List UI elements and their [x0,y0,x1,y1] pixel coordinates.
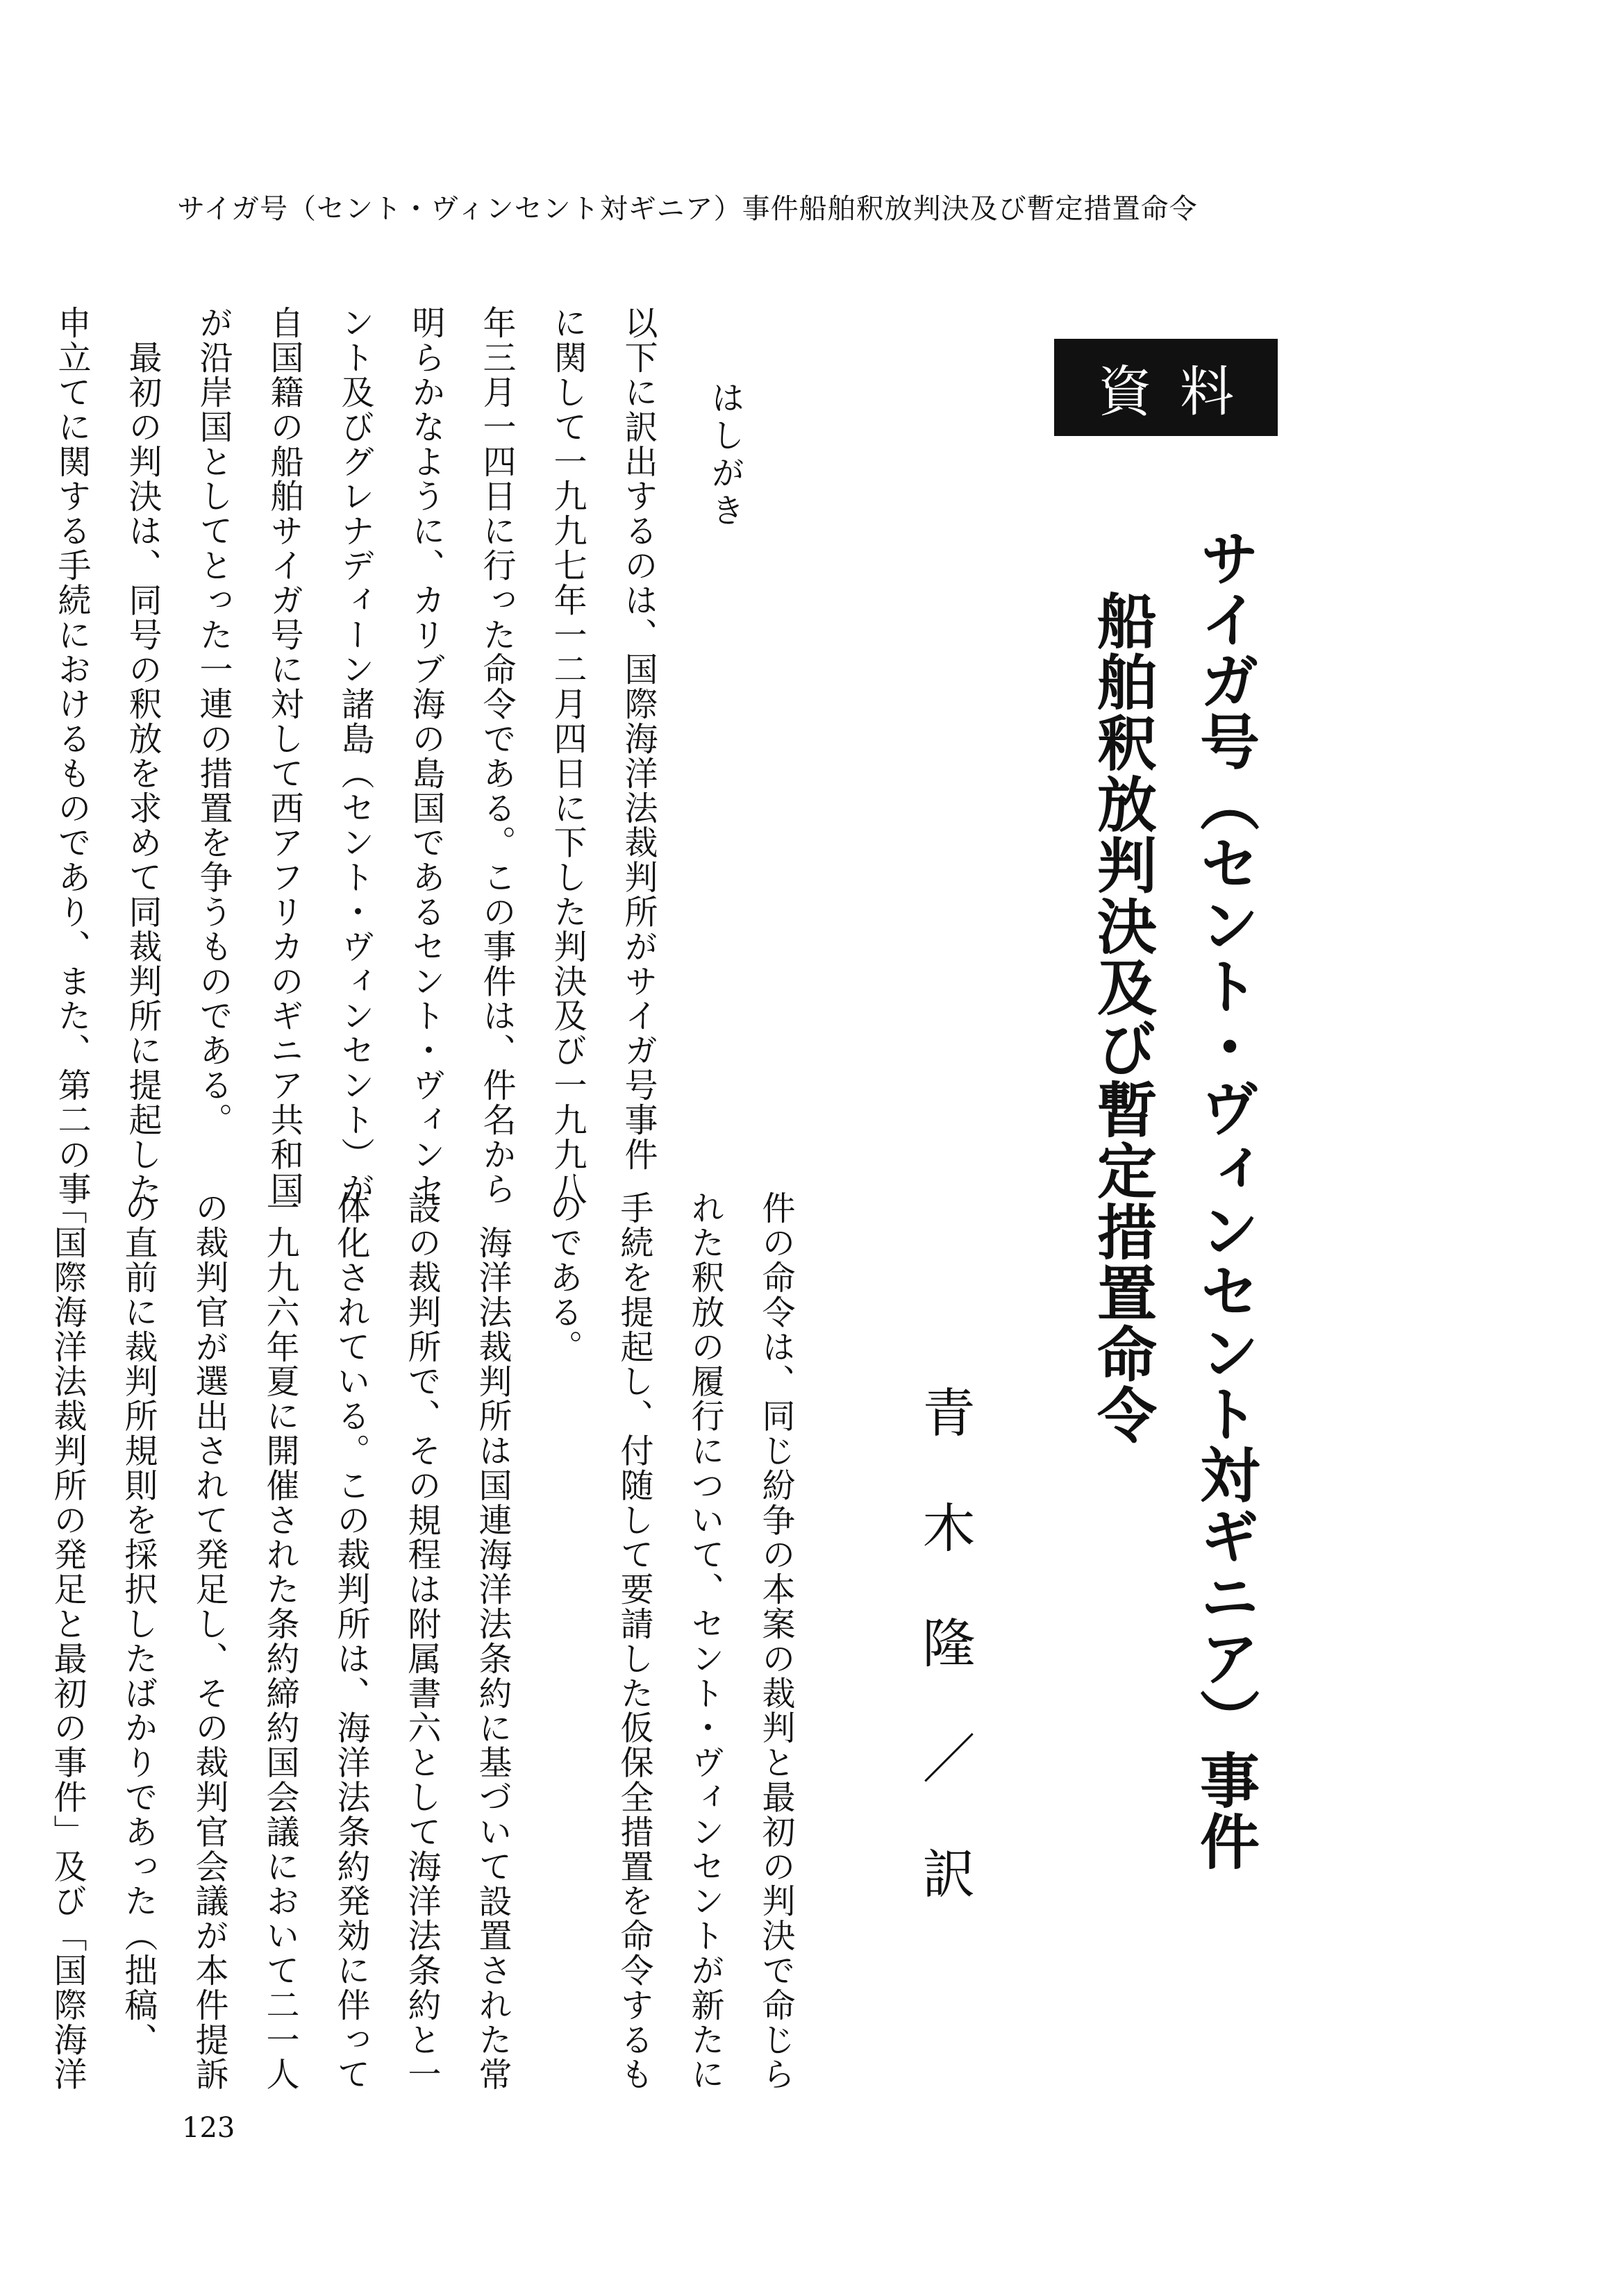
body-column-upper-3: 年三月一四日に行った命令である。この事件は、件名から [477,305,516,1207]
body-column-lower-1: 件の命令は、同じ紛争の本案の裁判と最初の判決で命じら [756,1191,795,2092]
body-column-lower-4: のである。 [544,1191,583,1364]
page-number: 123 [182,2112,235,2144]
body-column-lower-9: の裁判官が選出されて発足し、その裁判官会議が本件提訴 [190,1191,228,2092]
body-column-upper-6: 自国籍の船舶サイガ号に対して西アフリカのギニア共和国 [265,305,303,1207]
body-column-upper-7: が沿岸国としてとった一連の措置を争うものである。 [194,305,233,1137]
body-column-upper-9: 申立てに関する手続におけるものであり、また、第二の事 [52,305,91,1207]
body-column-lower-7: 体化されている。この裁判所は、海洋法条約発効に伴って [331,1191,370,2092]
section-heading: はしがき [706,380,744,530]
body-column-upper-5: ント及びグレナディーン諸島（セント・ヴィンセント）が [335,305,374,1207]
body-column-lower-3: 手続を提起し、付随して要請した仮保全措置を命令するも [615,1191,653,2092]
body-column-upper-2: に関して一九九七年一二月四日に下した判決及び一九九八 [548,305,587,1207]
section-label: 資料 [1054,339,1278,436]
body-column-lower-5: 海洋法裁判所は国連海洋法条約に基づいて設置された常 [473,1225,512,2092]
author-credit: 青木隆／訳 [914,1385,976,1961]
body-column-upper-1: 以下に訳出するのは、国際海洋法裁判所がサイガ号事件 [619,305,658,1172]
body-column-upper-8: 最初の判決は、同号の釈放を求めて同裁判所に提起した [123,340,162,1207]
body-column-lower-2: れた釈放の履行について、セント・ヴィンセントが新たに [685,1191,724,2092]
body-column-lower-8: 一九九六年夏に開催された条約締約国会議において二一人 [260,1191,299,2092]
article-title-line-2: 船舶釈放判決及び暫定措置命令 [1087,590,1156,1446]
body-column-upper-4: 明らかなように、カリブ海の島国であるセント・ヴィンセ [406,305,445,1207]
article-title-line-1: サイガ号（セント・ヴィンセント対ギニア）事件 [1190,528,1259,1872]
body-column-lower-10: の直前に裁判所規則を採択したばかりであった（拙稿、 [119,1191,158,2057]
running-header: サイガ号（セント・ヴィンセント対ギニア）事件船舶釈放判決及び暫定措置命令 [177,193,1198,225]
body-column-lower-6: 設の裁判所で、その規程は附属書六として海洋法条約と一 [402,1191,441,2092]
body-column-lower-11: 「国際海洋法裁判所の発足と最初の事件」及び「国際海洋 [48,1191,87,2092]
